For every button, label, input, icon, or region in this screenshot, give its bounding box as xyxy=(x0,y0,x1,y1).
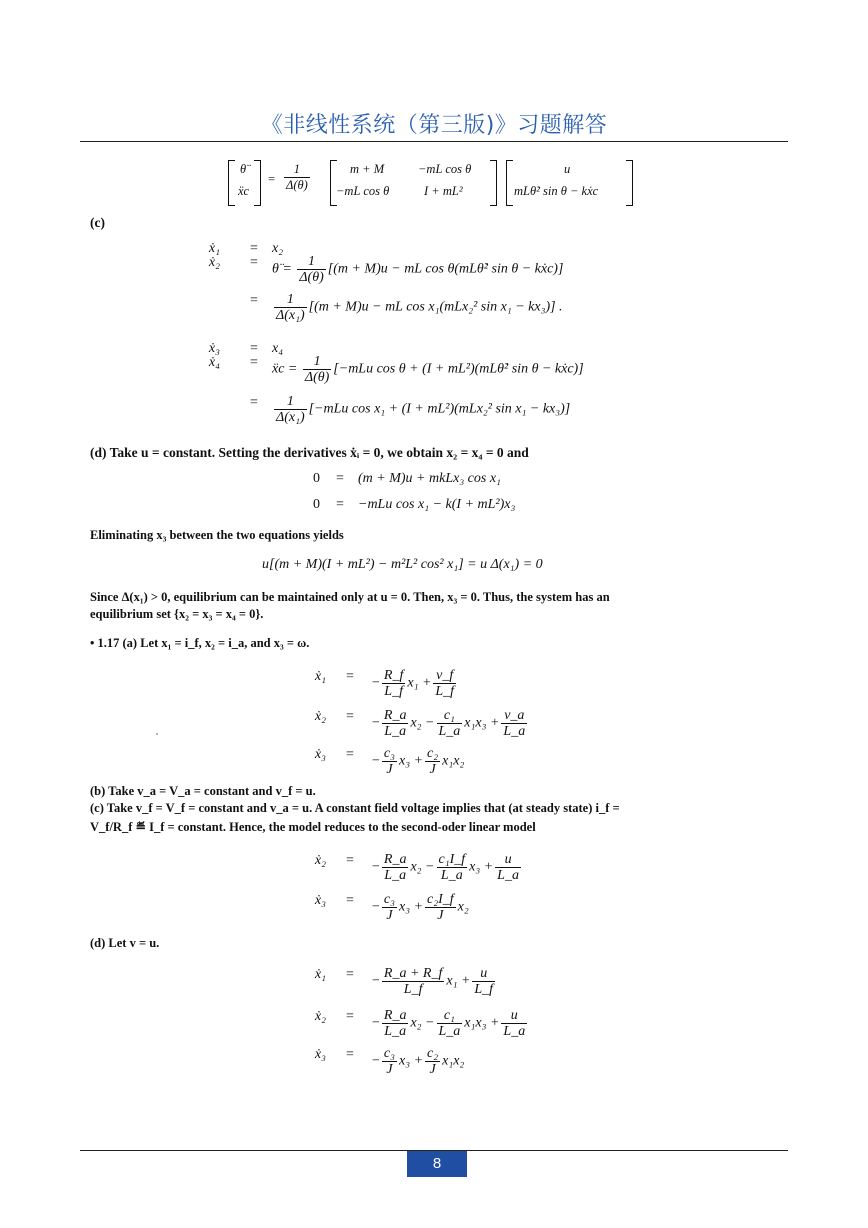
term: − xyxy=(372,973,380,989)
bracket-left xyxy=(228,160,235,206)
term: x₁ + xyxy=(407,675,432,691)
equation-rhs xyxy=(272,292,563,323)
equation-operator: = xyxy=(346,967,354,982)
fraction-numerator: c₂ xyxy=(427,746,439,761)
equation-lhs: ẋ₂ xyxy=(314,853,326,868)
equation-rhs xyxy=(372,892,469,923)
equation-rhs xyxy=(372,852,523,883)
since-line-2: equilibrium set {x₂ = x₃ = x₄ = 0}. xyxy=(90,607,264,621)
term: x₂ xyxy=(457,899,469,915)
fraction-denominator: L_a xyxy=(440,868,463,883)
fraction-numerator: c₃ xyxy=(383,1046,395,1061)
rhs-tail: [(m + M)u − mL cos x₁(mLx₂² sin x₁ − kx₃)] . xyxy=(308,299,563,315)
term: x₁ + xyxy=(446,973,471,989)
equation-rhs xyxy=(272,394,570,425)
fraction xyxy=(274,394,307,425)
part-b-text: (b) Take v_a = V_a = constant and v_f = u. xyxy=(90,784,316,798)
fraction-numerator: 1 xyxy=(303,354,331,370)
equation-operator: = xyxy=(346,893,354,908)
part-c-text-2: V_f/R_f ≝ I_f = constant. Hence, the model reduces to the second-oder linear model xyxy=(90,820,536,834)
fraction xyxy=(437,852,468,883)
page-number: 8 xyxy=(407,1151,467,1177)
term: − xyxy=(372,753,380,769)
fraction-denominator: Δ(θ) xyxy=(299,270,324,285)
term: x₃ + xyxy=(399,1053,424,1069)
eliminating-text: Eliminating x₃ between the two equations yields xyxy=(90,528,344,542)
stray-dot xyxy=(156,733,158,735)
equation-lhs: ẋ₂ xyxy=(314,709,326,724)
fraction xyxy=(433,668,456,699)
term: − xyxy=(372,899,380,915)
fraction-numerator: u xyxy=(501,1008,527,1024)
term: x₃ + xyxy=(469,859,494,875)
fraction-denominator: J xyxy=(429,1062,436,1077)
rhs-prefix: x₂ xyxy=(272,241,284,256)
part-d-text: (d) Let v = u. xyxy=(90,936,160,950)
fraction-denominator: Δ(x₁) xyxy=(276,410,305,425)
fraction xyxy=(382,852,409,883)
equation-rhs xyxy=(272,354,584,385)
fraction-numerator: R_a + R_f xyxy=(383,966,443,981)
fraction-numerator: R_a xyxy=(383,1008,407,1023)
rhs-prefix: ẍc = xyxy=(272,361,301,377)
equation-rhs xyxy=(372,966,497,997)
fraction-numerator: c₁ xyxy=(437,1008,463,1024)
fraction xyxy=(437,708,463,739)
part-d-eq3: u[(m + M)(I + mL²) − m²L² cos² x₁] = u Δ(x₁) = 0 xyxy=(262,557,543,572)
fraction xyxy=(495,852,521,883)
rhs-prefix: x₄ xyxy=(272,341,284,356)
fraction-denominator: J xyxy=(437,908,444,923)
fraction xyxy=(303,354,331,385)
equation-operator: = xyxy=(346,1009,354,1024)
fraction-denominator: Δ(x₁) xyxy=(276,308,305,323)
fraction-numerator: v_a xyxy=(501,708,527,724)
term: x₂ − xyxy=(410,859,435,875)
term: x₁x₂ xyxy=(442,1053,465,1069)
equation-lhs: ẋ₁ xyxy=(208,241,220,256)
fraction-numerator: R_f xyxy=(383,668,404,683)
fraction-denominator: L_a xyxy=(503,724,526,739)
equation-operator: = xyxy=(250,341,258,356)
fraction-numerator: c₁I_f xyxy=(438,852,466,867)
fraction xyxy=(382,1046,397,1077)
term: x₃ + xyxy=(399,899,424,915)
equation-lhs: ẋ₃ xyxy=(208,341,220,356)
fraction-numerator: v_f xyxy=(433,668,456,684)
equation-operator: = xyxy=(346,853,354,868)
fraction-numerator: c₂I_f xyxy=(427,892,454,907)
fraction-denominator: L_a xyxy=(503,1024,526,1039)
fraction-denominator: L_f xyxy=(384,684,403,699)
equation-operator: = xyxy=(346,709,354,724)
rhs-prefix: θ̈ = xyxy=(272,261,296,277)
equation-operator: = xyxy=(250,355,258,370)
document-page: 《非线性系统（第三版)》习题解答 θ̈ ẍc = $\frac{1}{\Delta(\theta)}$ m + M −mL cos θ −mL cos θ I + mL² u mLθ̇² sin θ − kẋc (c) ẋ₁ = x₂ ẋ₂ = θ̈ = $\frac{1}{\Delta(\theta)}$ [(m + M)u − mL cos θ(mLθ̇² sin θ − kẋc)] = $\frac{1}{\text{Δ(x₁)}}$ [(m + M)u − mL cos x₁(mLx₂² sin x₁ − kx₃)] . ẋ₃ = x₄ ẋ₄ = ẍc = $\frac{1}{\Delta(\theta)}$ [−mLu cos θ + (I + mL²)(mLθ̇² sin θ − kẋc)] = $\frac{1}{\text{Δ(x₁)}}$ [−mLu cos x₁ + (I + mL²)(mLx₂² sin x₁ − kx₃)] (d) Take u = constant. Setting the derivatives ẋᵢ = 0, we obtain x₂ = x₄ = 0 and 0 = (m + M)u + mkLx₃ cos x₁ 0 = −mLu cos x₁ − k(I + mL²)x₃ Eliminating x₃ between the two equations yields u[(m + M)(I + mL²) − m²L² cos² x₁] = u Δ(x₁) = 0 Since Δ(x₁) > 0, equilibrium can be maintained only at u = 0. Then, x₃ = 0. Thus, the system has an equilibrium set {x₂ = x₃ = x₄ = 0}. • 1.17 (a) Let x₁ = i_f, x₂ = i_a, and x₃ = ω. ẋ₁ = − $\frac{R\_f}{L\_f}$ x₁ + $\frac{v\_f}{L\_f}$ ẋ₂ = − $\frac{R\_a}{L\_a}$ x₂ − $\frac{\text{c₁}}{L\_a}$ x₁x₃ + $\frac{v\_a}{L\_a}$ ẋ₃ = − $\frac{\text{c₃}}{J}$ x₃ + $\frac{\text{c₂}}{J}$ x₁x₂ (b) Take v_a = V_a = constant and v_f = u. (c) Take v_f = V_f = constant and v_a = u. A constant field voltage implies that (at steady state) i_f = V_f/R_f ≝ I_f = constant. Hence, the model reduces to the second-oder linear model ẋ₂ = − $\frac{R\_a}{L\_a}$ x₂ − $\frac{\text{c₁I\_f}}{L\_a}$ x₃ + $\frac{u}{L\_a}$ ẋ₃ = − $\frac{\text{c₃}}{J}$ x₃ + $\frac{\text{c₂I\_f}}{J}$ x₂ (d) Let v = u. ẋ₁ = − $\frac{R\_a + R\_f}{L\_f}$ x₁ + $\frac{u}{L\_f}$ ẋ₂ = − $\frac{R\_a}{L\_a}$ x₂ − $\frac{\text{c₁}}{L\_a}$ x₁x₃ + $\frac{u}{L\_a}$ ẋ₃ = − $\frac{\text{c₃}}{J}$ x₃ + $\frac{\text{c₂}}{J}$ x₁x₂ 8 xyxy=(0,0,868,1228)
problem-117-intro: • 1.17 (a) Let x₁ = i_f, x₂ = i_a, and x₃ = ω. xyxy=(90,636,310,650)
fraction-denominator: L_a xyxy=(384,868,407,883)
fraction-denominator: J xyxy=(386,908,393,923)
fraction-denominator: J xyxy=(429,762,436,777)
term: − xyxy=(372,715,380,731)
term: x₁x₂ xyxy=(442,753,465,769)
header-rule xyxy=(80,141,788,142)
fraction-numerator: 1 xyxy=(274,292,307,308)
equation-lhs: ẋ₂ xyxy=(208,255,220,270)
term: x₂ − xyxy=(410,1015,435,1031)
part-c-text-1: (c) Take v_f = V_f = constant and v_a = u. A constant field voltage implies that (at steady state) i_f = xyxy=(90,801,620,815)
fraction-denominator: Δ(θ) xyxy=(304,370,330,385)
equation-operator: = xyxy=(346,747,354,762)
rhs-tail: [(m + M)u − mL cos θ(mLθ̇² sin θ − kẋc)] xyxy=(327,261,564,277)
equation-lhs: ẋ₁ xyxy=(314,669,326,684)
fraction-denominator: L_f xyxy=(403,982,423,997)
rhs-tail: [−mLu cos θ + (I + mL²)(mLθ̇² sin θ − kẋc)] xyxy=(333,361,584,377)
equation-rhs xyxy=(372,746,464,777)
equation-lhs: ẋ₁ xyxy=(314,967,326,982)
fraction-numerator: R_a xyxy=(383,852,407,867)
fraction xyxy=(382,708,409,739)
fraction-numerator: c₃ xyxy=(383,892,395,907)
fraction xyxy=(425,1046,440,1077)
fraction-denominator: L_a xyxy=(384,724,407,739)
equation-operator: = xyxy=(346,1047,354,1062)
term: x₂ − xyxy=(410,715,435,731)
equation-rhs xyxy=(372,1046,464,1077)
fraction-denominator: J xyxy=(386,762,393,777)
equation-operator: = xyxy=(346,669,354,684)
fraction-numerator: c₁ xyxy=(437,708,463,724)
fraction xyxy=(425,892,456,923)
term: x₁x₃ + xyxy=(464,1015,500,1031)
fraction-numerator: R_a xyxy=(383,708,407,723)
equation-rhs xyxy=(372,668,458,699)
m21: −mL cos θ xyxy=(336,184,390,198)
equation-lhs: ẋ₃ xyxy=(314,747,326,762)
fraction-denominator: L_a xyxy=(384,1024,407,1039)
fraction xyxy=(382,668,405,699)
fraction xyxy=(501,1008,527,1039)
fraction-denominator: L_a xyxy=(497,868,519,883)
equation-rhs xyxy=(372,708,529,739)
equation-lhs: ẋ₂ xyxy=(314,1009,326,1024)
m11: m + M xyxy=(350,162,385,176)
fraction-numerator: 1 xyxy=(297,254,325,270)
equation-operator: = xyxy=(250,241,258,256)
fraction xyxy=(382,892,397,923)
fraction xyxy=(274,292,307,323)
fraction xyxy=(501,708,527,739)
fraction xyxy=(382,746,397,777)
since-line-1: Since Δ(x₁) > 0, equilibrium can be maintained only at u = 0. Then, x₃ = 0. Thus, the system has an xyxy=(90,590,610,604)
term: − xyxy=(372,675,380,691)
term: x₃ + xyxy=(399,753,424,769)
equation-operator: = xyxy=(250,293,258,308)
fraction-numerator: 1 xyxy=(274,394,307,410)
fraction-denominator: L_f xyxy=(474,982,494,997)
fraction-denominator: L_a xyxy=(438,1024,461,1039)
fraction-denominator: L_a xyxy=(438,724,461,739)
equation-rhs xyxy=(272,254,563,285)
v1: u xyxy=(564,162,571,176)
fraction-numerator: c₂ xyxy=(427,1046,439,1061)
fraction xyxy=(382,966,444,997)
fraction xyxy=(297,254,325,285)
m12: −mL cos θ xyxy=(418,162,472,176)
term: − xyxy=(372,859,380,875)
fraction-numerator: u xyxy=(495,852,521,868)
fraction xyxy=(437,1008,463,1039)
fraction xyxy=(425,746,440,777)
equation-lhs: ẋ₃ xyxy=(314,1047,326,1062)
fraction-numerator: c₃ xyxy=(383,746,395,761)
equation-rhs xyxy=(372,1008,529,1039)
part-c-label: (c) xyxy=(90,215,105,230)
matrix-coef-fraction: $\frac{1}{\Delta(\theta)}$ xyxy=(286,162,308,192)
bracket-right xyxy=(254,160,261,206)
term: x₁x₃ + xyxy=(464,715,500,731)
fraction-denominator: L_f xyxy=(435,684,455,699)
term: − xyxy=(372,1053,380,1069)
equation-operator: = xyxy=(250,395,258,410)
fraction xyxy=(382,1008,409,1039)
term: − xyxy=(372,1015,380,1031)
rhs-tail: [−mLu cos x₁ + (I + mL²)(mLx₂² sin x₁ − kx₃)] xyxy=(308,401,571,417)
lhs-bottom: ẍc xyxy=(238,184,250,198)
lhs-top: θ̈ xyxy=(240,162,247,176)
fraction-denominator: J xyxy=(386,1062,393,1077)
page-header-title: 《非线性系统（第三版)》习题解答 xyxy=(260,113,608,138)
v2: mLθ̇² sin θ − kẋc xyxy=(514,184,599,198)
fraction xyxy=(472,966,495,997)
equation-lhs: ẋ₄ xyxy=(208,355,220,370)
fraction-numerator: u xyxy=(472,966,495,982)
m22: I + mL² xyxy=(424,184,463,198)
equation-operator: = xyxy=(250,255,258,270)
part-d-intro: (d) Take u = constant. Setting the derivatives ẋᵢ = 0, we obtain x₂ = x₄ = 0 and xyxy=(90,445,529,460)
equation-lhs: ẋ₃ xyxy=(314,893,326,908)
